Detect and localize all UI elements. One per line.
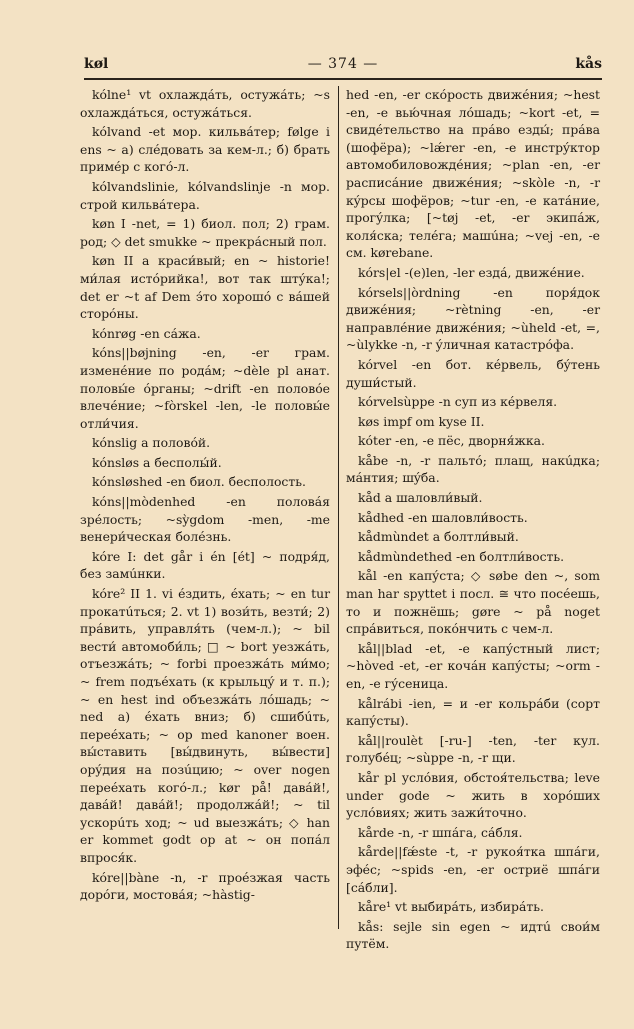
dictionary-entry: kóre² II 1. vi éздить, éхать; ~ en tur прокатúться; 2. vt 1) вози́ть, везти́; 2) прáвить, управля́ть (чем-л.); ~ bil вести́ автомоби́ль; □ ~ bort уезжáть, отъезжáть; ~ forbi проезжáть ми́мо; ~ frem подъéхать (к крыльцý и т. п.); ~ en hest ind объезжáть лóшадь; ~ ned а) éхать вниз; б) сшибúть, переéхать; ~ op med kanoner воен. вы́ставить [вы́двинуть, вы́вести] орýдия на позúцию; ~ over nogen переéхать когó-л.; kør på! давáй!, давáй! давáй!; продолжáй!; ~ til ускорúть ход; ~ ud выезжáть; ◇ han er kommet godt op at ~ он попáл впрося́к. — [80, 586, 330, 865]
dictionary-entry: køn I -net, = 1) биол. пол; 2) грам. род; ◇ det smukke ~ прекрáсный пол. — [80, 216, 330, 249]
dictionary-entry: kórsels||òrdning -en поря́док движéния; ~rètning -en, -er направлéние движéния; ~ùheld -et, =, ~ùlykke -n, -r ýличная катастрóфа. — [346, 284, 600, 353]
dictionary-entry: kóre I: det går i én [ét] ~ подря́д, без замúнки. — [80, 548, 330, 582]
dictionary-entry: kónslig a половóй. — [92, 435, 211, 451]
dictionary-entry: kår pl услóвия, обстоя́тельства; leve under gode ~ жить в хорóших услóвиях; жить зажи́точно. — [346, 769, 600, 821]
dictionary-entry: kónsløs a бесполы́й. — [92, 454, 222, 470]
dictionary-entry: kårde -n, -r шпáга, сáбля. — [358, 824, 523, 840]
dictionary-entry: kål||roulèt [-ru-] -ten, -ter кул. голубéц; ~sùppe -n, -r щи. — [346, 732, 600, 766]
page-number: — 374 — — [307, 56, 379, 72]
dictionary-entry: kónsløshed -en биол. бесполость. — [92, 474, 306, 490]
dictionary-entry: kål||blad -et, -e капýстный лист; ~hòved -et, -er кочáн капýсты; ~orm -en, -e гýсеница. — [346, 640, 600, 691]
dictionary-entry: kås: sejle sin egen ~ идтú свои́м путём. — [346, 918, 600, 952]
dictionary-entry-continued: hed -en, -er скóрость движéния; ~hest -en, -e вью́чная лóшадь; ~kort -et, = свидéтельство на прáво езды́; прáва (шофёра); ~lǽrer -en, -e инстрýктор автомобиловождéния; ~plan -en, -er расписáние движéния; ~skòle -n, -r кýрсы шофёров; ~tur -en, -e катáние, прогýлка; [~tøj -et, -er экипáж, коля́ска; телéга; машúна; ~vej -en, -e см. kørebane. — [346, 87, 600, 261]
dictionary-entry: kórvel -en бот. кéрвель, бýтень души́стый. — [346, 356, 600, 390]
column-divider — [338, 86, 339, 929]
dictionary-entry: kålrábi -ien, = и -er кольрáби (сорт капýсты). — [346, 695, 600, 729]
header-right-guide-word: kås — [575, 56, 602, 72]
dictionary-entry: kóter -en, -e пёс, дворня́жка. — [358, 433, 545, 449]
dictionary-entry: kóns||bøjning -en, -er грам. изменéние по родáм; ~dèle pl анат. половы́е óрганы; ~drift -en половóе влечéние; ~fòrskel -len, -le половы́е отли́чия. — [80, 345, 330, 431]
dictionary-entry: kóre||bàne -n, -r проéзжая часть дорóги, мостовáя; ~hàstig- — [80, 869, 330, 903]
dictionary-entry: kårde||fǽste -t, -r рукоя́тка шпáги, эфéс; ~spids -en, -er остриё шпáги [сáбли]. — [346, 844, 600, 895]
dictionary-entry: kådmùndet a болтли́вый. — [358, 529, 519, 545]
dictionary-entry: køn II a краси́вый; en ~ historie! ми́лая истóрийка!, вот так штýка!; det er ~t af Dem э́то хорошó с вáшей сторóны. — [80, 253, 330, 322]
dictionary-entry: kórvelsùppe -n суп из кéрвеля. — [358, 394, 558, 410]
dictionary-entry: køs impf om kyse II. — [358, 413, 485, 429]
dictionary-entry: kåd a шаловли́вый. — [358, 490, 483, 506]
dictionary-entry: kórs|el -(e)len, -ler ездá, движéние. — [358, 264, 585, 280]
dictionary-entry: kónrøg -en сáжа. — [92, 325, 201, 341]
dictionary-entry: kóns||mòdenhed -en половáя зрéлость; ~sỳgdom -men, -me венери́ческая болéзнь. — [80, 494, 330, 545]
header-left-guide-word: køl — [84, 56, 109, 72]
dictionary-entry: kåbe -n, -r пальтó; плащ, накúдка; мáнтия; шýба. — [346, 452, 600, 486]
dictionary-entry: kólne¹ vt охлаждáть, остужáть; ~s охлаждáться, остужáться. — [80, 87, 330, 120]
dictionary-entry: kólvandslinie, kólvandslinje -n мор. строй кильвáтера. — [80, 178, 330, 212]
dictionary-entry: kådhed -en шаловли́вость. — [358, 509, 528, 525]
dictionary-entry: kåre¹ vt выбирáть, избирáть. — [358, 899, 544, 915]
dictionary-entry: kål -en капýста; ◇ søbe den ~, som man har spyttet i посл. ≅ что посéешь, то и пожнёшь; gøre ~ på noget спрáвиться, покóнчить с чем-л. — [346, 568, 600, 637]
header-rule — [84, 78, 602, 80]
right-column — [346, 86, 600, 952]
dictionary-entry: kådmùndethed -en болтли́вость. — [358, 548, 565, 564]
left-column — [80, 86, 330, 933]
dictionary-entry: kólvand -et мор. кильвáтер; følge i ens ~ а) слéдовать за кем-л.; б) брать примéр с когó-л. — [80, 124, 330, 175]
page-header — [84, 56, 602, 78]
